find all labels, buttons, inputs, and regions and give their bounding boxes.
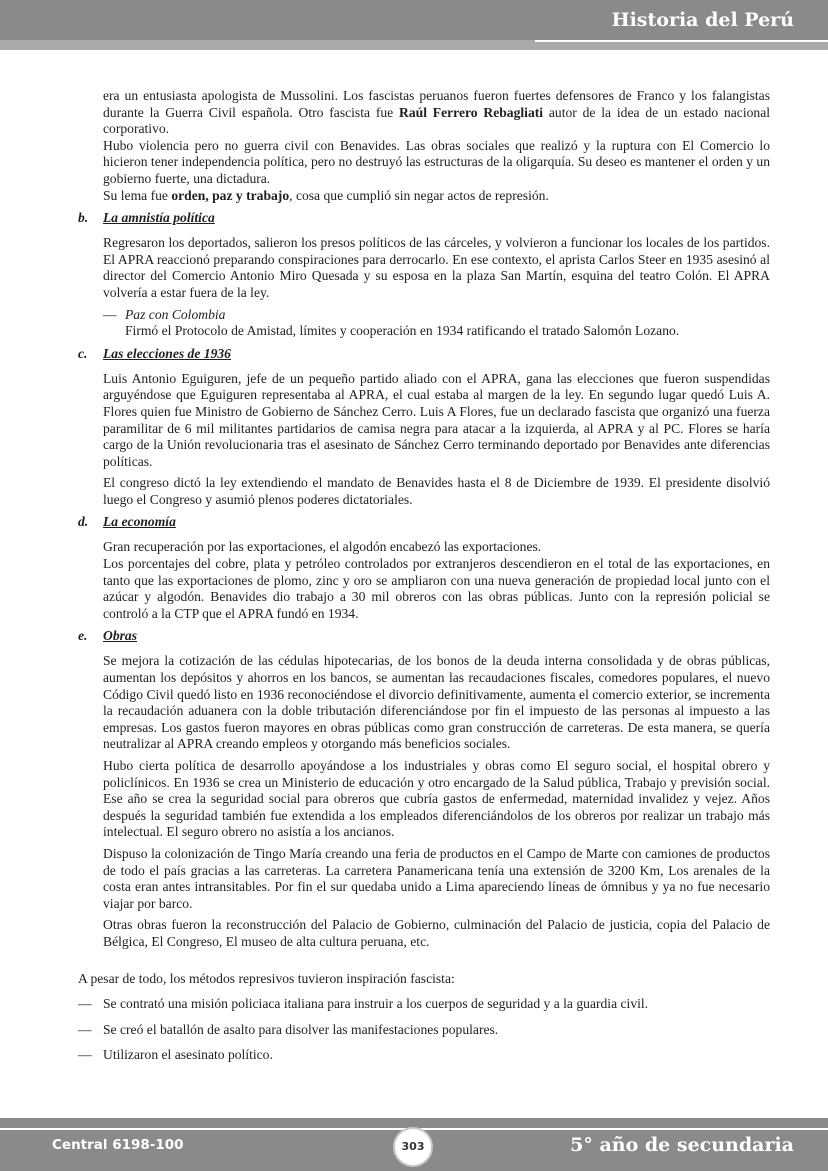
subsection-text: Firmó el Protocolo de Amistad, límites y cooperación en 1934 ratificando el tratado Salomón Lozano. [125,323,680,339]
footer-phone: Central 6198-100 [52,1137,184,1153]
closing-bullet-2: — Se creó el batallón de asalto para disolver las manifestaciones populares. [78,1021,499,1037]
book-title: Historia del Perú [611,9,794,31]
section-c-paragraph-1: Luis Antonio Eguiguren, jefe de un pequeño partido aliado con el APRA, gana las elecciones que fueron suspendidas arguyéndose que Eguiguren representaba al APRA, el cual estaba al margen de la ley. En segundo lugar quedó Luis A. Flores quien fue Ministro de Gobierno de Sánchez Cerro. Luis A Flores, fue un declarado fascista que organizó una fuerza paramilitar de 6 mil militantes partidarios de camisa negra para atacar a la izquierda, al APRA y al PC. Flores se haría cargo de la Unión revolucionaria tras el asesinato de Sánchez Cerro terminando deportado por Benavides ante diferencias políticas. [103,370,770,469]
section-letter: c. [78,345,88,361]
header-rule [535,40,828,42]
section-heading-b [78,210,770,227]
dash-marker: — [103,306,117,322]
section-e-paragraph-1: Se mejora la cotización de las cédulas hipotecarias, de los bonos de la deuda interna consolidada y de obras públicas, aumentan los depósitos y ahorros en los bancos, se aumentan las recaudaciones fiscales, comedores populares, el nuevo Código Civil quedó listo en 1936 reconociéndose el divorcio definitivamente, aumenta el comercio exterior, se incrementa la recaudación aduanera con la doble tributación diferenciándose por fin el impuesto de las personas al impuesto a las empresas. Los gastos fueron mayores en obras públicas como gran construcción de carreteras. De esta manera, se quería neutralizar al APRA creando empleos y otorgando más beneficios sociales. [103,653,770,752]
dash-marker: — [78,996,92,1012]
section-letter: d. [78,514,89,530]
section-e-paragraph-3: Dispuso la colonización de Tingo María creando una feria de productos en el Campo de Marte con camiones de productos de todo el país gracias a las carreteras. La carretera Panamericana tenía una extensión de 3200 Km, Los arenales de la costa eran antes intransitables. Por fin el sur quedaba unido a Lima apareciendo líneas de ómnibus y ya no fue necesario viajar por barco. [103,845,770,911]
dash-marker: — [78,1047,92,1063]
page-body [78,88,770,1064]
highlight-name: Raúl Ferrero Rebagliati [399,104,544,120]
subsection-title: Paz con Colombia [125,306,226,322]
subsection-paz-colombia [103,307,770,340]
section-title: Obras [103,628,137,644]
section-d-paragraph-1: Gran recuperación por las exportaciones, el algodón encabezó las exportaciones. [103,539,542,555]
intro-paragraph-3: Su lema fue orden, paz y trabajo, cosa que cumplió sin negar actos de represión. [103,187,549,203]
section-letter: e. [78,628,88,644]
section-heading-e [78,628,770,645]
section-c-paragraph-2: El congreso dictó la ley extendiendo el mandato de Benavides hasta el 8 de Diciembre de 1939. El presidente disolvió luego el Congreso y asumió plenos poderes dictatoriales. [103,475,770,507]
intro-paragraph-2: Hubo violencia pero no guerra civil con Benavides. Las obras sociales que realizó y la ruptura con El Comercio lo hicieron tener independencia política, pero no destruyó las estructuras de la oligarquía. Su deseo es mantener el orden y un gobierno fuerte, una dictadura. [103,137,770,186]
section-d-paragraph-2: Los porcentajes del cobre, plata y petróleo controlados por extranjeros descendieron en el total de las exportaciones, en tanto que las exportaciones de plomo, zinc y oro se ampliaron con una nueva generación de propiedad local junto con el azúcar y algodón. Benavides dio trabajo a 30 mil obreros con las obras públicas. Junto con la represión policial se controló a la CTP que el APRA fundó en 1934. [103,556,770,621]
footer-grade: 5° año de secundaria [570,1134,794,1156]
section-e-paragraph-2: Hubo cierta política de desarrollo apoyándose a los industriales y obras como El seguro social, el hospital obrero y policlínicos. En 1936 se crea un Ministerio de educación y otro encargado de la Salud pública, Trabajo y previsión social. Ese año se crea la seguridad social para obreros que cubría gastos de enfermedad, maternidad invalidez y vejez. Años después la seguridad también fue extendida a los empleados diferenciándolos de los obreros por realizar un trabajo más intelectual. El seguro obrero no asistía a los ancianos. [103,758,770,840]
section-letter: b. [78,210,89,226]
section-heading-c [78,346,770,363]
section-title: La economía [103,514,176,530]
highlight-motto: orden, paz y trabajo [171,187,290,203]
section-b-paragraph-1: Regresaron los deportados, salieron los presos políticos de las cárceles, y volvieron a funcionar los locales de los partidos. El APRA reaccionó preparando conspiraciones para derrocarlo. En ese contexto, el aprista Carlos Steer en 1935 asesinó al director del Comercio Antonio Miro Quesada y su esposa en la plaza San Martín, esquina del teatro Colón. El APRA volvería a estar fuera de la ley. [103,235,770,300]
closing-bullet-3: — Utilizaron el asesinato político. [78,1047,273,1063]
section-e-paragraph-4: Otras obras fueron la reconstrucción del Palacio de Gobierno, culminación del Palacio de justicia, copia del Palacio de Bélgica, El Congreso, El museo de alta cultura peruana, etc. [103,917,770,949]
page-number: 303 [393,1127,433,1167]
closing-intro: A pesar de todo, los métodos represivos tuvieron inspiración fascista: [78,970,455,986]
closing-bullet-1: — Se contrató una misión policiaca italiana para instruir a los cuerpos de seguridad y a la guardia civil. [78,996,649,1012]
section-title: La amnistía política [103,210,215,226]
dash-marker: — [78,1021,92,1037]
section-heading-d [78,514,770,531]
section-title: Las elecciones de 1936 [103,345,231,361]
intro-paragraph-1: era un entusiasta apologista de Mussolini. Los fascistas peruanos fueron fuertes defensores de Franco y los falangistas durante la Guerra Civil española. Otro fascista fue Raúl Ferrero Rebagliati autor de la idea de un estado nacional corporativo. [103,88,770,137]
